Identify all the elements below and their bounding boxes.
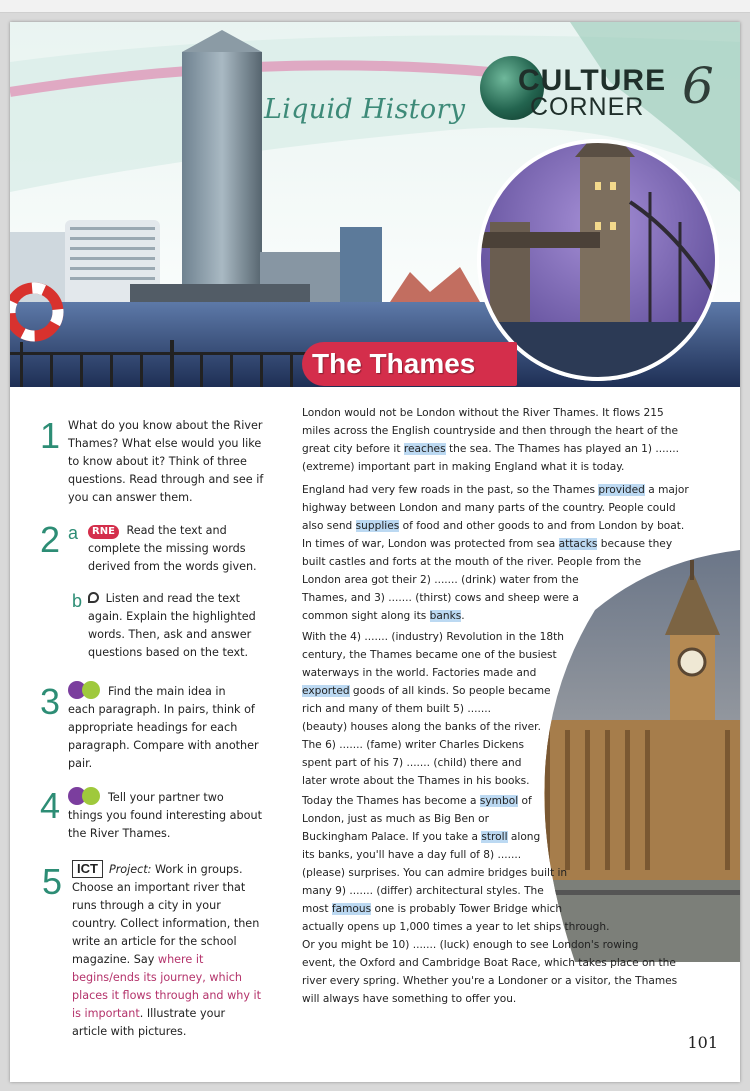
article-line [302, 499, 689, 517]
article-line [302, 517, 689, 535]
article-line [302, 792, 677, 810]
task-5-line: . Illustrate your [139, 1007, 226, 1020]
task-3-number: 3 [40, 681, 61, 722]
article-line [302, 646, 564, 664]
article-text: built castles and forts at the mouth of the river. People from the [302, 556, 642, 568]
highlighted-word: supplies [355, 520, 400, 532]
article-text: waterways in the world. Factories made and [302, 667, 537, 679]
highlighted-word: reaches [403, 443, 446, 455]
highlighted-word: famous [331, 903, 372, 915]
task-5 [72, 860, 292, 1041]
article-paragraph-2 [302, 481, 689, 625]
header-banner [10, 22, 740, 387]
article-text: will always have something to offer you. [302, 993, 517, 1005]
task-2b-line: questions based on the text. [88, 646, 249, 659]
culture-corner-word1: CULTURE [518, 64, 667, 97]
task-3-line: each paragraph. In pairs, think of [68, 703, 255, 716]
article-line [302, 828, 677, 846]
listen-icon [88, 592, 99, 603]
article-text: many 9) ....... (differ) architectural styles. The [302, 885, 544, 897]
task-2b [88, 590, 298, 662]
article-text: most [302, 903, 332, 915]
article-line [302, 422, 679, 440]
article-text: Buckingham Palace. If you take a [302, 831, 482, 843]
task-1-number: 1 [40, 415, 61, 456]
task-2-number: 2 [40, 519, 61, 560]
article-text: miles across the English countryside and then through the heart of the [302, 425, 678, 437]
task-1 [68, 417, 288, 507]
task-4-line: the River Thames. [68, 827, 171, 840]
culture-corner-word2: CORNER [530, 93, 645, 121]
highlighted-word: banks [429, 610, 462, 622]
article-text: of food and other goods to and from London by boat. [399, 520, 685, 532]
task-3-line: pair. [68, 757, 93, 770]
pair-work-icon [68, 681, 102, 699]
canary-wharf-tower [182, 42, 262, 290]
article-line [302, 664, 564, 682]
article-text: (please) surprises. You can admire bridges built in [302, 867, 568, 879]
highlighted-word: stroll [481, 831, 508, 843]
article-text: also send [302, 520, 356, 532]
article-text: one is probably Tower Bridge which [371, 903, 563, 915]
task-5-guide-text: places it flows through and why it [72, 989, 261, 1002]
article-line [302, 754, 564, 772]
task-3-line: appropriate headings for each [68, 721, 238, 734]
highlighted-word: provided [598, 484, 645, 496]
page-title: The Thames [312, 348, 476, 379]
highlighted-word: symbol [479, 795, 519, 807]
task-2b-line: again. Explain the highlighted [88, 610, 256, 623]
article-text: event, the Oxford and Cambridge Boat Race, which takes place on the [302, 957, 676, 969]
article-text: . [461, 610, 465, 622]
article-text: century, the Thames became one of the busiest [302, 649, 557, 661]
article-text: later wrote about the Thames in his books. [302, 775, 530, 787]
article-line [302, 810, 677, 828]
ict-badge-icon: ICT [72, 860, 103, 878]
task-1-line: you can answer them. [68, 491, 193, 504]
viewer-top-bar [0, 0, 750, 13]
article-text: Today the Thames has become a [302, 795, 480, 807]
article-line [302, 936, 677, 954]
article-text: rich and many of them built 5) ....... [302, 703, 491, 715]
article-line [302, 481, 689, 499]
task-4-line: things you found interesting about [68, 809, 262, 822]
article-line [302, 990, 677, 1008]
article-text: common sight along its [302, 610, 430, 622]
article-line [302, 553, 689, 571]
article-text: goods of all kinds. So people became [349, 685, 551, 697]
article-line [302, 772, 564, 790]
article-paragraph-3 [302, 628, 564, 790]
task-2b-line: Listen and read the text [105, 592, 240, 605]
article-text: England had very few roads in the past, so the Thames [302, 484, 599, 496]
article-paragraph-1 [302, 404, 679, 476]
article-line [302, 404, 679, 422]
textbook-page [10, 22, 740, 1082]
task-1-line: What do you know about the River [68, 419, 263, 432]
task-5-line: Work in groups. [151, 863, 243, 876]
task-2a-line: Read the text and [126, 524, 227, 537]
task-5-line: runs through a city in your [72, 899, 221, 912]
article-text: In times of war, London was protected from sea [302, 538, 559, 550]
rne-badge-icon: RNE [88, 525, 119, 539]
unit-number: 6 [682, 57, 714, 115]
article-line [302, 571, 689, 589]
highlighted-word: exported [302, 685, 350, 697]
pair-work-icon [68, 787, 102, 805]
article-text: highway between London and many parts of the country. People could [302, 502, 676, 514]
task-1-line: to know about it? Think of three [68, 455, 247, 468]
task-2a [88, 522, 298, 576]
task-4 [68, 787, 288, 843]
article-text: With the 4) ....... (industry) Revolution in the 18th [302, 631, 564, 643]
task-5-guide-text: is important [72, 1007, 140, 1020]
task-5-line: magazine. Say [72, 953, 158, 966]
article-line [302, 682, 564, 700]
task-4-line: Tell your partner two [108, 791, 224, 804]
highlighted-word: attacks [558, 538, 598, 550]
article-line [302, 954, 677, 972]
article-text: spent part of his 7) ....... (child) there and [302, 757, 522, 769]
article-text: (beauty) houses along the banks of the river. [302, 721, 541, 733]
task-1-line: Thames? What else would you like [68, 437, 262, 450]
article-line [302, 607, 689, 625]
task-5-line: Choose an important river that [72, 881, 246, 894]
banner-subtitle: Liquid History [264, 94, 466, 125]
task-2a-letter: a [68, 523, 79, 543]
article-text: actually opens up 1,000 times a year to let ships through. [302, 921, 610, 933]
task-4-number: 4 [40, 785, 61, 826]
task-3 [68, 681, 288, 773]
task-5-line: article with pictures. [72, 1025, 187, 1038]
article-line [302, 440, 679, 458]
article-line [302, 589, 689, 607]
article-text: because they [597, 538, 673, 550]
article-line [302, 718, 564, 736]
article-line [302, 918, 677, 936]
task-1-line: questions. Read through and see if [68, 473, 264, 486]
article-text: London area got their 2) ....... (drink) water from the [302, 574, 579, 586]
article-line [302, 535, 689, 553]
task-2a-line: derived from the words given. [88, 560, 257, 573]
article-text: (extreme) important part in making England what it is today. [302, 461, 625, 473]
project-label: Project: [108, 863, 152, 876]
task-2a-line: complete the missing words [88, 542, 246, 555]
article-text: a major [644, 484, 689, 496]
article-text: river every spring. Whether you're a Londoner or a visitor, the Thames [302, 975, 678, 987]
task-5-line: write an article for the school [72, 935, 237, 948]
article-text: of [518, 795, 532, 807]
task-2b-letter: b [72, 591, 83, 611]
task-2b-line: words. Then, ask and answer [88, 628, 252, 641]
article-line [302, 900, 677, 918]
task-5-guide-text: begins/ends its journey, which [72, 971, 242, 984]
article-line [302, 846, 677, 864]
article-text: London, just as much as Big Ben or [302, 813, 489, 825]
article-line [302, 972, 677, 990]
article-paragraph-4 [302, 792, 677, 1008]
article-text: its banks, you'll have a day full of 8) ....... [302, 849, 522, 861]
article-line [302, 736, 564, 754]
article-text: Or you might be 10) ....... (luck) enough to see London's rowing [302, 939, 639, 951]
task-3-line: Find the main idea in [108, 685, 226, 698]
article-line [302, 864, 677, 882]
article-text: the sea. The Thames has played an 1) ....... [445, 443, 679, 455]
task-5-guide-text: where it [157, 953, 204, 966]
task-5-number: 5 [42, 861, 63, 902]
article-line [302, 700, 564, 718]
article-text: Thames, and 3) ....... (thirst) cows and sheep were a [302, 592, 579, 604]
article-line [302, 628, 564, 646]
article-text: along [507, 831, 541, 843]
article-text: The 6) ....... (fame) writer Charles Dickens [302, 739, 525, 751]
article-text: great city before it [302, 443, 404, 455]
page-number: 101 [687, 1033, 718, 1052]
article-line [302, 458, 679, 476]
task-3-line: paragraph. Compare with another [68, 739, 259, 752]
task-5-line: country. Collect information, then [72, 917, 260, 930]
article-line [302, 882, 677, 900]
article-text: London would not be London without the River Thames. It flows 215 [302, 407, 664, 419]
